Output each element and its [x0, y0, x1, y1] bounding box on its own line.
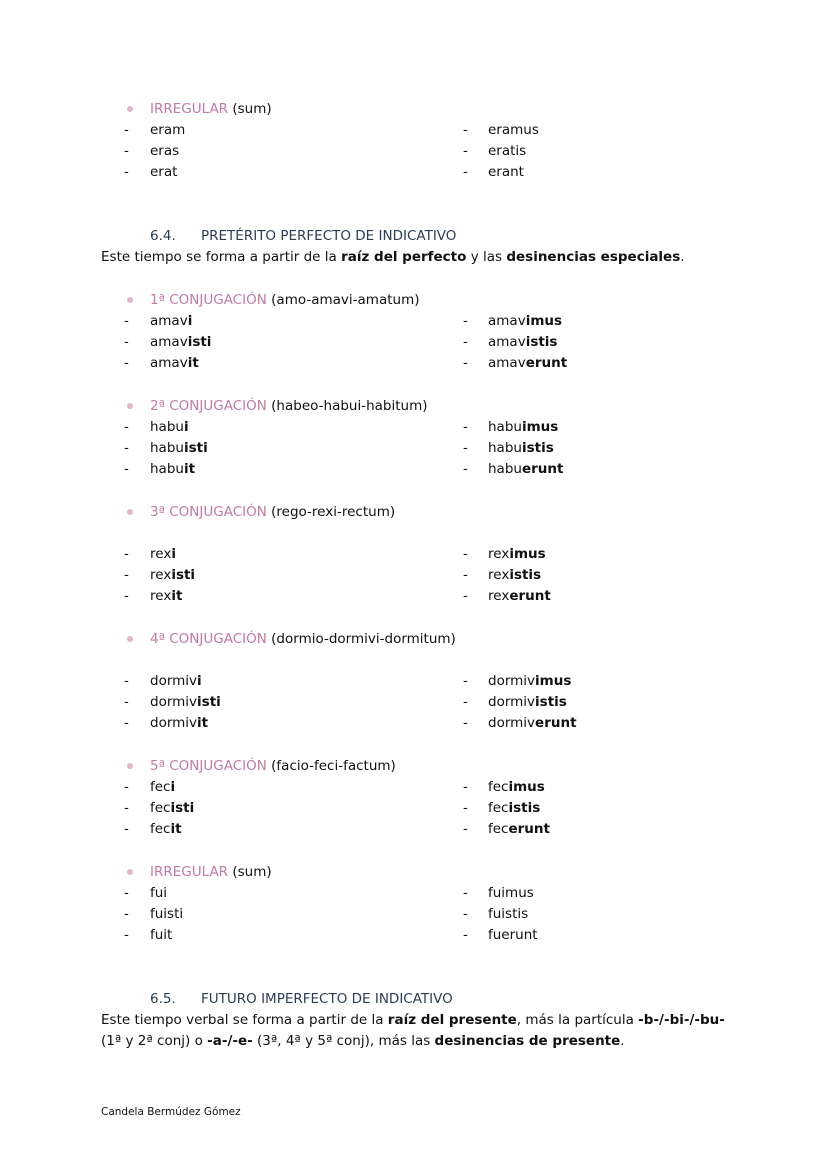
- list-dash: -: [463, 821, 468, 837]
- list-dash: -: [124, 673, 129, 689]
- verb-ending: imus: [508, 779, 545, 795]
- list-dash: -: [463, 800, 468, 816]
- verb-stem: amav: [488, 313, 526, 329]
- verb-ending: erunt: [521, 461, 564, 477]
- list-dash: -: [124, 143, 129, 159]
- list-dash: -: [124, 906, 129, 922]
- verb-stem: dormiv: [488, 694, 536, 710]
- verb-form: eram: [150, 122, 186, 138]
- verb-stem: rex: [150, 567, 172, 583]
- verb-form: [150, 460, 195, 478]
- verb-form: [488, 672, 571, 690]
- bullet-dot: [127, 509, 133, 515]
- conjugation-stem: (rego-rexi-rectum): [271, 504, 396, 520]
- section-intro-line-1: [101, 1011, 725, 1029]
- section-title: FUTURO IMPERFECTO DE INDICATIVO: [201, 991, 453, 1007]
- verb-stem: amav: [150, 355, 188, 371]
- conjugation-title: 4ª CONJUGACIÓN: [150, 631, 267, 647]
- verb-ending: imus: [521, 419, 559, 435]
- verb-form: [150, 884, 167, 902]
- verb-stem: fuerunt: [488, 927, 538, 943]
- verb-stem: habu: [150, 419, 184, 435]
- verb-form: [150, 587, 182, 605]
- conjugation-title: 2ª CONJUGACIÓN: [150, 398, 267, 414]
- conjugation-heading: [150, 630, 456, 648]
- conjugation-title: 5ª CONJUGACIÓN: [150, 758, 267, 774]
- conjugation-heading: [150, 397, 428, 415]
- verb-form: eramus: [488, 122, 539, 138]
- verb-ending: isti: [197, 694, 221, 710]
- verb-stem: amav: [488, 334, 526, 350]
- verb-ending: i: [187, 313, 193, 329]
- footer-author: Candela Bermúdez Gómez: [101, 1106, 241, 1118]
- list-dash: -: [463, 694, 468, 710]
- intro-bold: -a-/-e-: [207, 1033, 253, 1049]
- bullet-dot: [127, 869, 133, 875]
- verb-stem: rex: [488, 567, 510, 583]
- verb-stem: fec: [488, 779, 509, 795]
- list-dash: -: [124, 334, 129, 350]
- verb-form: [488, 587, 551, 605]
- list-dash: -: [124, 355, 129, 371]
- list-dash: -: [463, 673, 468, 689]
- list-dash: -: [124, 779, 129, 795]
- verb-stem: fuisti: [150, 906, 184, 922]
- conjugation-title: 3ª CONJUGACIÓN: [150, 504, 267, 520]
- list-dash: -: [463, 334, 468, 350]
- verb-form: [150, 820, 182, 838]
- verb-form: eras: [150, 143, 180, 159]
- verb-stem: dormiv: [150, 694, 198, 710]
- conjugation-stem: (facio-feci-factum): [271, 758, 396, 774]
- verb-stem: fec: [150, 779, 171, 795]
- verb-ending: imus: [509, 546, 546, 562]
- verb-ending: istis: [509, 567, 542, 583]
- verb-stem: habu: [150, 440, 184, 456]
- verb-form: [488, 418, 558, 436]
- conjugation-stem: (sum): [232, 101, 272, 117]
- verb-form: [488, 312, 562, 330]
- verb-stem: habu: [488, 419, 522, 435]
- verb-form: [488, 778, 545, 796]
- verb-ending: i: [171, 546, 176, 562]
- verb-form: [150, 439, 208, 457]
- list-dash: -: [463, 715, 468, 731]
- verb-form: [150, 312, 192, 330]
- verb-ending: imus: [525, 313, 563, 329]
- verb-form: [488, 799, 540, 817]
- bullet-dot: [127, 636, 133, 642]
- conjugation-stem: (amo-amavi-amatum): [271, 292, 420, 308]
- verb-ending: i: [197, 673, 202, 689]
- verb-form: [150, 799, 194, 817]
- verb-ending: isti: [183, 440, 208, 456]
- verb-stem: fec: [488, 821, 509, 837]
- section-intro: [101, 248, 685, 266]
- verb-form: [150, 333, 211, 351]
- list-dash: -: [463, 440, 468, 456]
- conjugation-stem: (sum): [232, 864, 272, 880]
- verb-ending: erunt: [535, 715, 577, 731]
- list-dash: -: [463, 779, 468, 795]
- verb-stem: amav: [150, 334, 188, 350]
- intro-text: (1ª y 2ª conj) o: [101, 1033, 208, 1049]
- verb-form: [488, 714, 577, 732]
- intro-bold: raíz del perfecto: [341, 249, 467, 265]
- section-number: 6.5.: [150, 991, 176, 1007]
- intro-text: , más la partícula: [516, 1012, 639, 1028]
- verb-form: [488, 905, 528, 923]
- verb-stem: dormiv: [488, 715, 536, 731]
- verb-ending: istis: [525, 334, 558, 350]
- list-dash: -: [124, 885, 129, 901]
- list-dash: -: [124, 419, 129, 435]
- verb-stem: amav: [150, 313, 188, 329]
- verb-stem: fuit: [150, 927, 173, 943]
- verb-stem: dormiv: [150, 715, 198, 731]
- verb-stem: fec: [150, 800, 171, 816]
- list-dash: -: [124, 313, 129, 329]
- list-dash: -: [463, 313, 468, 329]
- list-dash: -: [124, 164, 129, 180]
- verb-ending: isti: [187, 334, 212, 350]
- verb-form: [150, 778, 175, 796]
- intro-text: Este tiempo verbal se forma a partir de la: [101, 1012, 388, 1028]
- verb-ending: it: [183, 461, 196, 477]
- intro-bold: desinencias especiales: [506, 249, 681, 265]
- section-number: 6.4.: [150, 228, 176, 244]
- list-dash: -: [463, 885, 468, 901]
- verb-stem: fui: [150, 885, 168, 901]
- irregular-heading: [150, 100, 272, 118]
- verb-form: [150, 672, 202, 690]
- intro-bold: desinencias de presente: [434, 1033, 621, 1049]
- verb-ending: it: [171, 588, 183, 604]
- list-dash: -: [463, 461, 468, 477]
- verb-form: erant: [488, 164, 524, 180]
- conjugation-title: IRREGULAR: [150, 864, 229, 880]
- verb-ending: it: [197, 715, 209, 731]
- conjugation-stem: (habeo-habui-habitum): [271, 398, 428, 414]
- verb-ending: i: [183, 419, 189, 435]
- list-dash: -: [124, 821, 129, 837]
- list-dash: -: [124, 546, 129, 562]
- intro-text: (3ª, 4ª y 5ª conj), más las: [252, 1033, 435, 1049]
- verb-form: [488, 926, 538, 944]
- verb-stem: fuimus: [488, 885, 534, 901]
- conjugation-stem: (dormio-dormivi-dormitum): [271, 631, 456, 647]
- list-dash: -: [463, 906, 468, 922]
- verb-stem: rex: [488, 588, 510, 604]
- list-dash: -: [124, 694, 129, 710]
- verb-form: [488, 884, 534, 902]
- list-dash: -: [463, 143, 468, 159]
- list-dash: -: [463, 927, 468, 943]
- verb-form: [150, 566, 195, 584]
- bullet-dot: [127, 106, 133, 112]
- verb-form: [488, 460, 563, 478]
- list-dash: -: [463, 588, 468, 604]
- verb-form: [150, 545, 176, 563]
- list-dash: -: [124, 588, 129, 604]
- verb-form: [150, 354, 199, 372]
- verb-ending: erunt: [508, 821, 550, 837]
- verb-form: [150, 714, 208, 732]
- verb-stem: habu: [150, 461, 184, 477]
- verb-stem: fec: [488, 800, 509, 816]
- conjugation-title: IRREGULAR: [150, 101, 229, 117]
- conjugation-heading: [150, 291, 420, 309]
- list-dash: -: [124, 927, 129, 943]
- intro-text: Este tiempo se forma a partir de la: [101, 249, 342, 265]
- verb-stem: rex: [150, 546, 172, 562]
- list-dash: -: [124, 567, 129, 583]
- verb-form: [488, 545, 546, 563]
- verb-ending: istis: [508, 800, 541, 816]
- conjugation-heading: [150, 863, 272, 881]
- bullet-dot: [127, 403, 133, 409]
- verb-form: [488, 566, 541, 584]
- verb-form: [488, 333, 557, 351]
- verb-stem: fec: [150, 821, 171, 837]
- verb-stem: fuistis: [488, 906, 529, 922]
- verb-form: [488, 820, 550, 838]
- conjugation-title: 1ª CONJUGACIÓN: [150, 292, 267, 308]
- intro-text: .: [680, 249, 685, 265]
- bullet-dot: [127, 763, 133, 769]
- verb-ending: erunt: [509, 588, 551, 604]
- conjugation-heading: [150, 503, 395, 521]
- verb-ending: istis: [535, 694, 567, 710]
- intro-text: .: [620, 1033, 625, 1049]
- list-dash: -: [463, 355, 468, 371]
- list-dash: -: [124, 122, 129, 138]
- verb-ending: it: [170, 821, 182, 837]
- verb-form: [150, 926, 172, 944]
- verb-form: eratis: [488, 143, 527, 159]
- intro-text: y las: [466, 249, 507, 265]
- verb-ending: isti: [170, 800, 195, 816]
- list-dash: -: [124, 715, 129, 731]
- verb-stem: habu: [488, 440, 522, 456]
- section-intro-line-2: [101, 1032, 625, 1050]
- list-dash: -: [124, 461, 129, 477]
- verb-stem: rex: [150, 588, 172, 604]
- verb-form: erat: [150, 164, 178, 180]
- list-dash: -: [124, 440, 129, 456]
- intro-bold: -b-/-bi-/-bu-: [638, 1012, 725, 1028]
- verb-stem: dormiv: [488, 673, 536, 689]
- verb-form: [150, 905, 183, 923]
- verb-ending: istis: [521, 440, 554, 456]
- verb-stem: habu: [488, 461, 522, 477]
- verb-stem: amav: [488, 355, 526, 371]
- section-title: PRETÉRITO PERFECTO DE INDICATIVO: [201, 228, 457, 244]
- list-dash: -: [463, 546, 468, 562]
- list-dash: -: [124, 800, 129, 816]
- verb-form: [150, 693, 221, 711]
- verb-ending: imus: [535, 673, 572, 689]
- verb-ending: erunt: [525, 355, 568, 371]
- verb-form: [488, 439, 554, 457]
- conjugation-heading: [150, 757, 396, 775]
- list-dash: -: [463, 122, 468, 138]
- verb-form: [488, 354, 567, 372]
- bullet-dot: [127, 297, 133, 303]
- verb-ending: isti: [171, 567, 196, 583]
- list-dash: -: [463, 419, 468, 435]
- verb-ending: it: [187, 355, 199, 371]
- verb-form: [488, 693, 567, 711]
- verb-form: [150, 418, 189, 436]
- list-dash: -: [463, 164, 468, 180]
- verb-ending: i: [170, 779, 176, 795]
- verb-stem: rex: [488, 546, 510, 562]
- intro-bold: raíz del presente: [387, 1012, 517, 1028]
- verb-stem: dormiv: [150, 673, 198, 689]
- list-dash: -: [463, 567, 468, 583]
